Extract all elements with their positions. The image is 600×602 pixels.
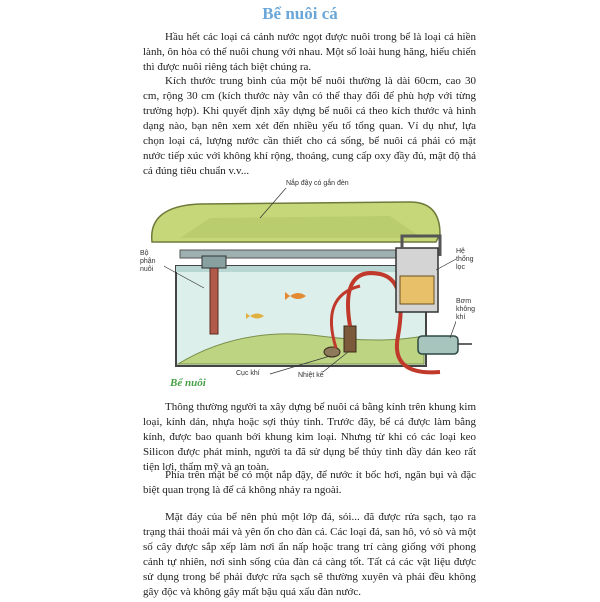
- label-heater: Bộ phận nuôi: [140, 250, 164, 274]
- heater-device: [210, 264, 218, 334]
- paragraph-tank-size: Kích thước trung bình của một bể nuôi thường là dài 60cm, cao 30 cm, rộng 30 cm (kích thước này vẫn có thể thay đổi để phù hợp với từng trường hợp). Khi quyết định xây dựng bể nuôi cá theo kích thước và hình dạng nào, bạn nên xem xét đến nhiều yếu tố tổng quan. Ví dụ như, lựa chọn loại cá, lượng nước cần thiết cho cá sống, bể nuôi cá phải có mặt nước tiếp xúc với không khí rộng, thoáng, cung cấp oxy đầy đủ, mật độ thả cá đúng tiêu chuẩn v.v...: [143, 75, 476, 177]
- label-air-pump: Bơm không khí: [456, 298, 480, 322]
- label-air-stone: Cục khí: [236, 370, 260, 377]
- label-filter: Hệ thống lọc: [456, 248, 480, 272]
- aquarium-illustration: [140, 176, 480, 390]
- paragraph-lid: Phía trên mặt bể có một nắp đậy, để nước ít bốc hơi, ngăn bụi và đặc biệt quan trọng là để cá không nhảy ra ngoài.: [143, 469, 476, 496]
- label-thermometer: Nhiệt kế: [298, 372, 324, 379]
- paragraph-materials: Thông thường người ta xây dựng bể nuôi cá bằng kính trên khung kim loại, kính dán, nhựa hoặc sợi thủy tinh. Trước đây, bể cá được làm bằng kính, được bao quanh bởi khung kim loại. Nhưng từ khi có các loại keo Silicon được phát minh, người ta đã sử dụng bể thủy tinh dầy dán keo rất tiện lợi, thẩm mỹ và an toàn.: [143, 401, 476, 473]
- aquarium-drawing: [140, 176, 480, 390]
- air-pump-device: [418, 336, 458, 354]
- paragraph-gravel: Mặt đáy của bể nên phủ một lớp đá, sỏi... đã được rửa sạch, tạo ra trạng thái thoải mái và yên ổn cho đàn cá. Các loại đá, san hô, vỏ sò và một số cây được sắp xếp làm nơi ẩn nấp hoặc trang trí càng giống với phong cảnh tự nhiên, nơi sinh sống của đàn cá càng tốt. Tất cả các vật liệu được sử dụng trong bể phải được rửa sạch sẽ thường xuyên và phải đều không gây độc và không gây mất bậu quả xấu đàn nước.: [143, 511, 476, 598]
- thermometer-device: [344, 326, 356, 352]
- page-title: Bể nuôi cá: [262, 4, 338, 23]
- label-lid: Nắp đậy có gắn đèn: [286, 180, 349, 187]
- air-stone-device: [324, 347, 340, 357]
- paragraph-intro: Hầu hết các loại cá cảnh nước ngọt được nuôi trong bể là loại cá hiền lành, ôn hòa có thể nuôi chung với nhau. Một số loài hung hăng, hiếu chiến thì được nuôi riêng tách biệt chúng ra.: [143, 31, 476, 73]
- figure-caption: Bể nuôi: [170, 377, 206, 389]
